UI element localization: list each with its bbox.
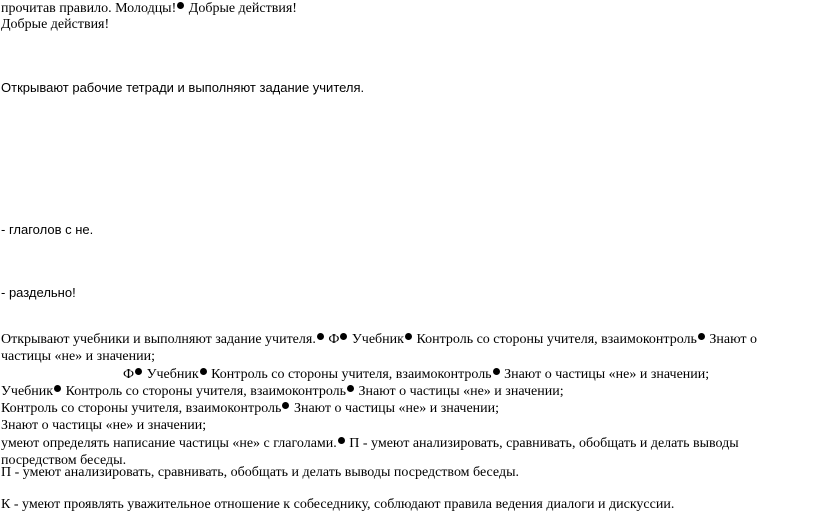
text-separately: - раздельно! xyxy=(1,285,76,300)
bullet-icon xyxy=(338,437,345,444)
text-know-particle-3: Знают о частицы «не» и значении; xyxy=(355,384,564,399)
bullet-icon xyxy=(405,333,412,340)
text-control-3: Контроль со стороны учителя, взаимоконтроль xyxy=(62,384,347,399)
text-textbook-2: Учебник xyxy=(143,367,199,382)
text-control-2: Контроль со стороны учителя, взаимоконтроль xyxy=(207,367,492,382)
bullet-icon xyxy=(698,333,705,340)
text-line-5 xyxy=(1,285,76,301)
text-paragraph-6 xyxy=(1,435,809,469)
text-praise: прочитав правило. Молодцы! xyxy=(1,1,177,16)
text-good-deeds: Добрые действия! xyxy=(185,1,297,16)
text-line-1 xyxy=(1,1,297,17)
text-line-4 xyxy=(1,222,93,238)
text-verbs-with-ne: - глаголов с не. xyxy=(1,222,94,237)
bullet-icon xyxy=(493,368,500,375)
text-line-2 xyxy=(1,17,109,33)
text-f-2: Ф xyxy=(123,367,135,382)
text-paragraph-5 xyxy=(1,418,206,434)
bullet-icon xyxy=(282,402,289,409)
text-know-particle-5: Знают о частицы «не» и значении; xyxy=(1,418,207,433)
text-control-4: Контроль со стороны учителя, взаимоконтроль xyxy=(1,401,282,416)
text-paragraph-4 xyxy=(1,401,499,417)
text-paragraph-2 xyxy=(123,367,709,383)
text-control: Контроль со стороны учителя, взаимоконтроль xyxy=(412,332,697,347)
text-determine-spelling: умеют определять написание частицы «не» с глаголами. xyxy=(1,436,337,451)
text-know-particle-4: Знают о частицы «не» и значении; xyxy=(290,401,500,416)
text-textbooks: Открывают учебники и выполняют задание учителя. xyxy=(1,332,316,347)
text-communication: К - умеют проявлять уважительное отношение к собеседнику, соблюдают правила ведения диалоги и дискуссии. xyxy=(1,497,675,512)
text-good-deeds-2: Добрые действия! xyxy=(1,17,110,32)
text-workbooks: Открывают рабочие тетради и выполняют задание учителя. xyxy=(1,80,365,95)
bullet-icon xyxy=(135,368,142,375)
bullet-icon xyxy=(177,2,184,9)
text-textbook: Учебник xyxy=(348,332,404,347)
bullet-icon xyxy=(340,333,347,340)
text-textbook-3: Учебник xyxy=(1,384,54,399)
text-paragraph-8 xyxy=(1,497,674,513)
text-paragraph-3 xyxy=(1,384,564,400)
bullet-icon xyxy=(54,385,61,392)
text-analyze-2: П - умеют анализировать, сравнивать, обобщать и делать выводы посредством беседы. xyxy=(1,465,519,480)
text-paragraph-1 xyxy=(1,331,809,365)
bullet-icon xyxy=(200,368,207,375)
text-line-3 xyxy=(1,80,364,96)
bullet-icon xyxy=(317,333,324,340)
text-analyze: П - умеют анализировать, сравнивать, обобщать и делать выводы посредством беседы. xyxy=(1,436,739,468)
text-know-particle-2: Знают о частицы «не» и значении; xyxy=(500,367,710,382)
text-f: Ф xyxy=(324,332,340,347)
bullet-icon xyxy=(347,385,354,392)
text-paragraph-7 xyxy=(1,465,519,481)
text-know-particle: Знают о частицы «не» и значении; xyxy=(1,332,758,364)
